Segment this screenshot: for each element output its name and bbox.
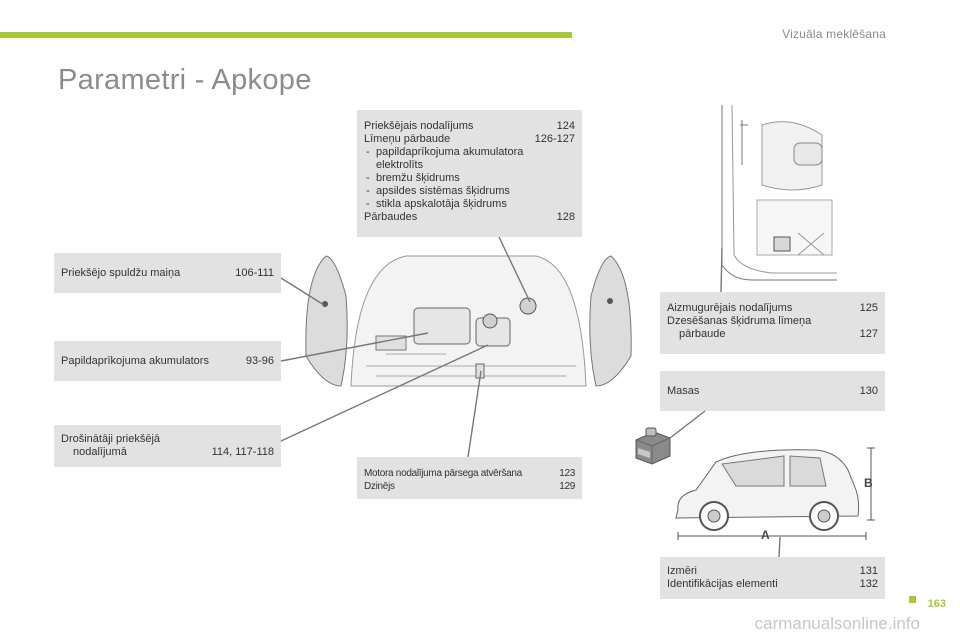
engine-label[interactable]: Dzinējs xyxy=(364,481,395,492)
bonnet-box xyxy=(357,457,582,499)
engine-bay-illustration xyxy=(296,236,641,408)
identification-page[interactable]: 132 xyxy=(859,578,878,590)
front-compartment-box: Priekšējais nodalījums 124 Līmeņu pārbaude 126-127 - papildaprīkojuma akumulatora elektrolīts - bremžu šķidrums - apsildes sistēmas šķidrums - stikla apskalotāja šķidrums Pārbaudes 128 xyxy=(357,110,582,237)
levels-check-label[interactable]: Līmeņu pārbaude xyxy=(364,133,451,145)
bonnet-label[interactable]: Motora nodalījuma pārsega atvēršana xyxy=(364,468,522,479)
rear-compartment-page[interactable]: 125 xyxy=(859,302,878,314)
bulbs-label: Priekšējo spuldžu maiņa xyxy=(61,267,181,279)
front-compartment-page[interactable]: 124 xyxy=(556,120,575,132)
bulbs-box[interactable] xyxy=(54,253,281,293)
level-item: papildaprīkojuma akumulatora elektrolīts xyxy=(376,146,524,171)
rear-compartment-box xyxy=(660,292,885,354)
accent-bar xyxy=(0,32,572,38)
bonnet-page[interactable]: 123 xyxy=(559,468,575,479)
coolant-page[interactable]: 127 xyxy=(859,328,878,340)
car-dimensions-illustration xyxy=(666,440,884,552)
levels-check-page[interactable]: 126-127 xyxy=(534,133,575,145)
coolant-label-line1[interactable]: Dzesēšanas šķidruma līmeņa xyxy=(667,315,812,327)
dimensions-page[interactable]: 131 xyxy=(859,565,878,577)
dimensions-box xyxy=(660,557,885,599)
battery-page: 93-96 xyxy=(245,355,274,367)
checks-page[interactable]: 128 xyxy=(556,211,575,223)
dimension-label-a: A xyxy=(761,528,770,542)
fuses-label-line2: nodalījumā xyxy=(73,446,127,458)
level-item: apsildes sistēmas šķidrums xyxy=(376,185,510,197)
fuses-label-line1: Drošinātāji priekšējā xyxy=(61,433,161,445)
masses-label: Masas xyxy=(667,385,700,397)
page-number: 163 xyxy=(927,598,946,610)
battery-box[interactable] xyxy=(54,341,281,381)
coolant-label-line2[interactable]: pārbaude xyxy=(679,328,726,340)
checks-label[interactable]: Pārbaudes xyxy=(364,211,418,223)
engine-page[interactable]: 129 xyxy=(559,481,575,492)
dimension-label-b: B xyxy=(864,476,873,490)
identification-label[interactable]: Identifikācijas elementi xyxy=(667,578,778,590)
section-header: Vizuāla meklēšana xyxy=(782,27,886,41)
bulbs-page: 106-111 xyxy=(235,267,274,279)
level-item: bremžu šķidrums xyxy=(376,172,460,184)
corner-mark xyxy=(909,596,916,603)
rear-compartment-title[interactable]: Aizmugurējais nodalījums xyxy=(667,302,793,314)
masses-page: 130 xyxy=(859,385,878,397)
front-compartment-title[interactable]: Priekšējais nodalījums xyxy=(364,120,474,132)
masses-box[interactable] xyxy=(660,371,885,411)
boot-illustration xyxy=(712,105,840,285)
watermark: carmanualsonline.info xyxy=(754,614,920,633)
battery-label: Papildaprīkojuma akumulators xyxy=(61,355,209,367)
page-title: Parametri - Apkope xyxy=(58,64,312,96)
fuses-page: 114, 117-118 xyxy=(211,446,274,458)
dimensions-label[interactable]: Izmēri xyxy=(667,565,697,577)
fuses-box[interactable] xyxy=(54,425,281,467)
level-item: stikla apskalotāja šķidrums xyxy=(376,198,507,210)
